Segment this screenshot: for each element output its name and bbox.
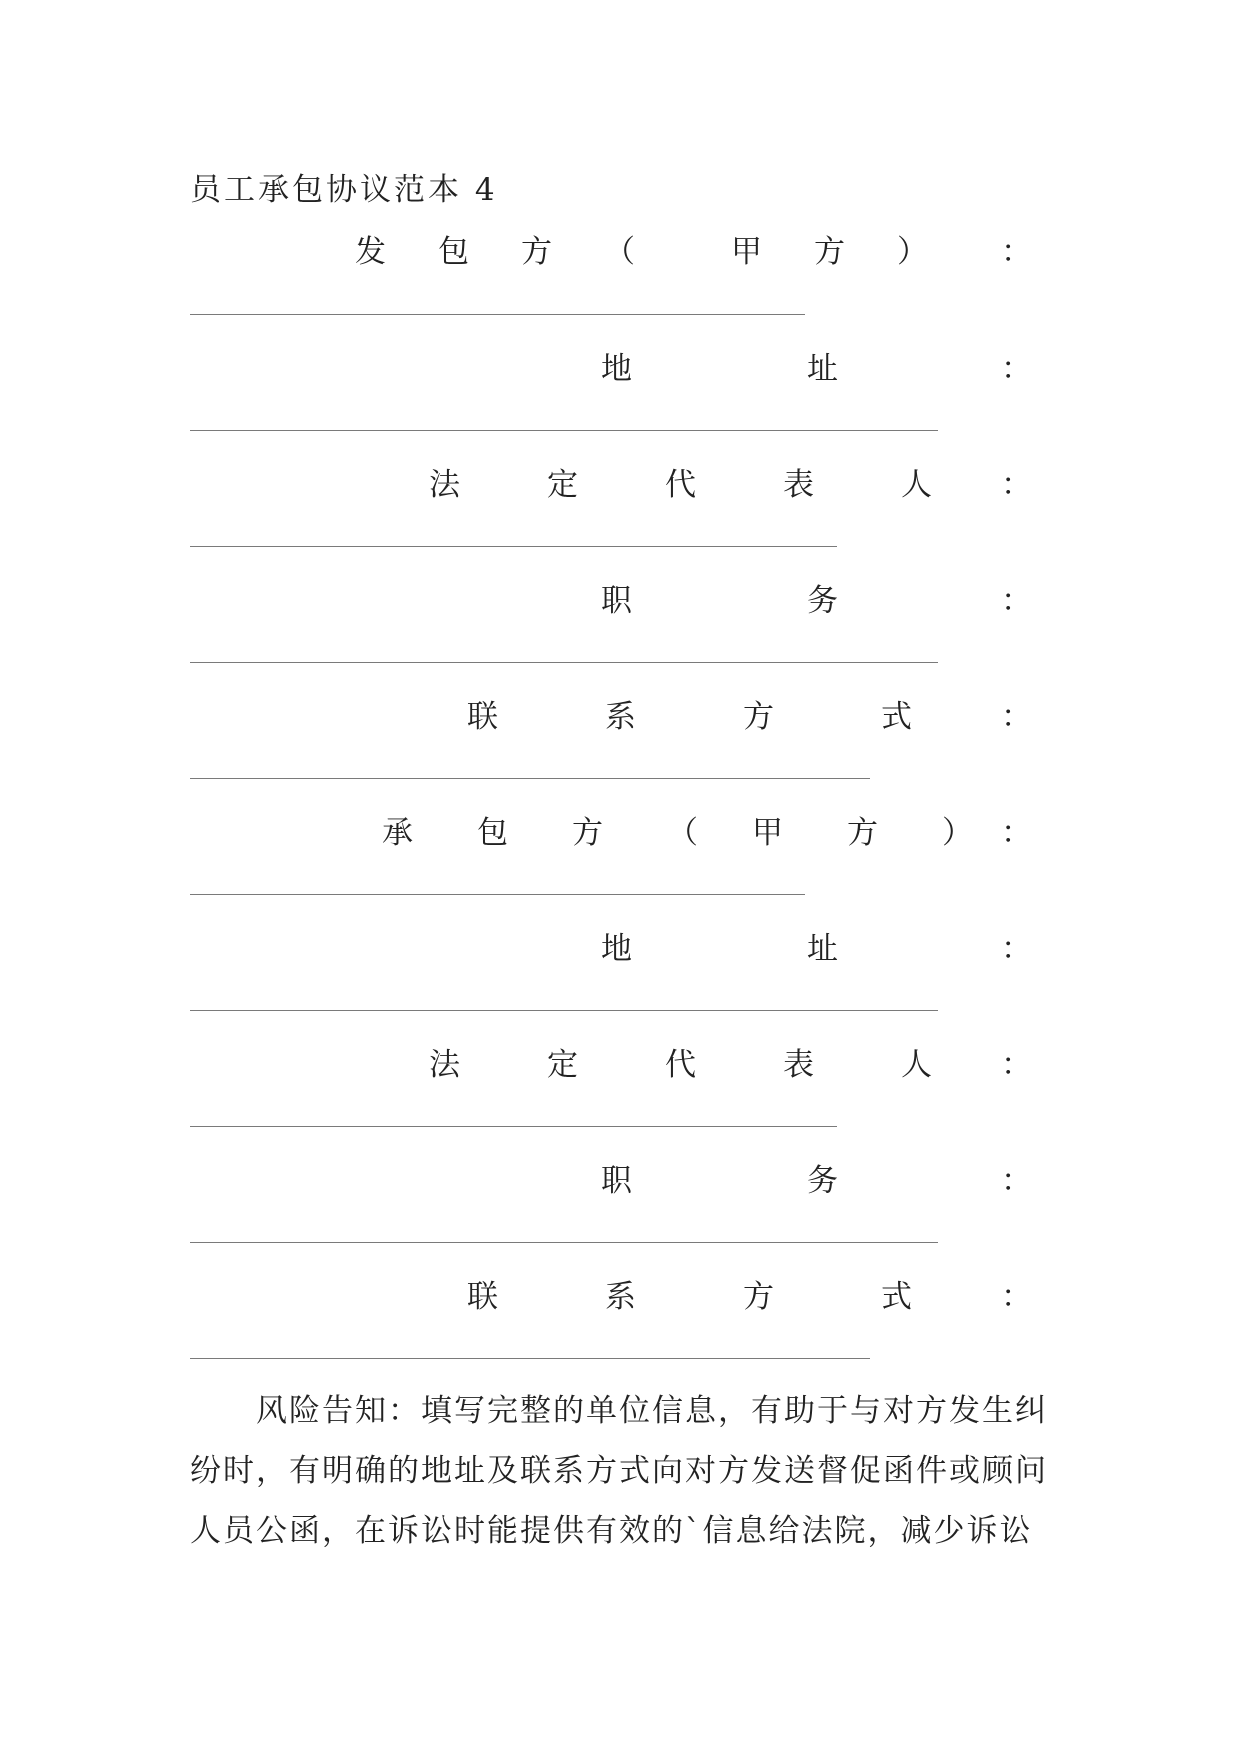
blank-line[interactable]	[190, 778, 870, 779]
blank-line[interactable]	[190, 546, 837, 547]
party-a-contact-label: 联 系 方 式 ：	[190, 691, 1032, 737]
blank-line[interactable]	[190, 894, 805, 895]
party-b-legal-rep-label: 法 定 代 表 人 ：	[190, 1039, 1032, 1085]
colon: ：	[1001, 1163, 1032, 1199]
blank-line[interactable]	[190, 1242, 938, 1243]
party-a-address-label: 地 址 ：	[190, 343, 1032, 389]
party-a-position-label: 职 务 ：	[190, 575, 1032, 621]
blank-line[interactable]	[190, 1126, 837, 1127]
party-b-heading-label: 承 包 方 （ 甲 方 ） ：	[190, 807, 1032, 853]
colon: ：	[1001, 583, 1032, 619]
colon: ：	[1001, 699, 1032, 735]
colon: ：	[1001, 931, 1032, 967]
blank-line[interactable]	[190, 430, 938, 431]
blank-line[interactable]	[190, 1358, 870, 1359]
blank-line[interactable]	[190, 662, 938, 663]
blank-line[interactable]	[190, 1010, 938, 1011]
colon: ：	[1001, 1279, 1032, 1315]
blank-line[interactable]	[190, 314, 805, 315]
party-b-position-label: 职 务 ：	[190, 1155, 1032, 1201]
page-title: 员工承包协议范本 4	[190, 172, 498, 208]
colon: ：	[1001, 351, 1032, 387]
colon: ：	[1001, 467, 1032, 503]
colon: ：	[1001, 1047, 1032, 1083]
colon: ：	[1001, 234, 1032, 270]
party-b-address-label: 地 址 ：	[190, 923, 1032, 969]
party-b-contact-label: 联 系 方 式 ：	[190, 1271, 1032, 1317]
risk-notice-paragraph: 风险告知：填写完整的单位信息，有助于与对方发生纠纷时，有明确的地址及联系方式向对方发送督促函件或顾问人员公函，在诉讼时能提供有效的`信息给法院，减少诉讼	[190, 1393, 1048, 1549]
party-a-legal-rep-label: 法 定 代 表 人 ：	[190, 459, 1032, 505]
colon: ：	[1001, 815, 1032, 851]
party-a-heading-label: 发 包 方 （ 甲 方 ） ：	[190, 226, 1032, 272]
